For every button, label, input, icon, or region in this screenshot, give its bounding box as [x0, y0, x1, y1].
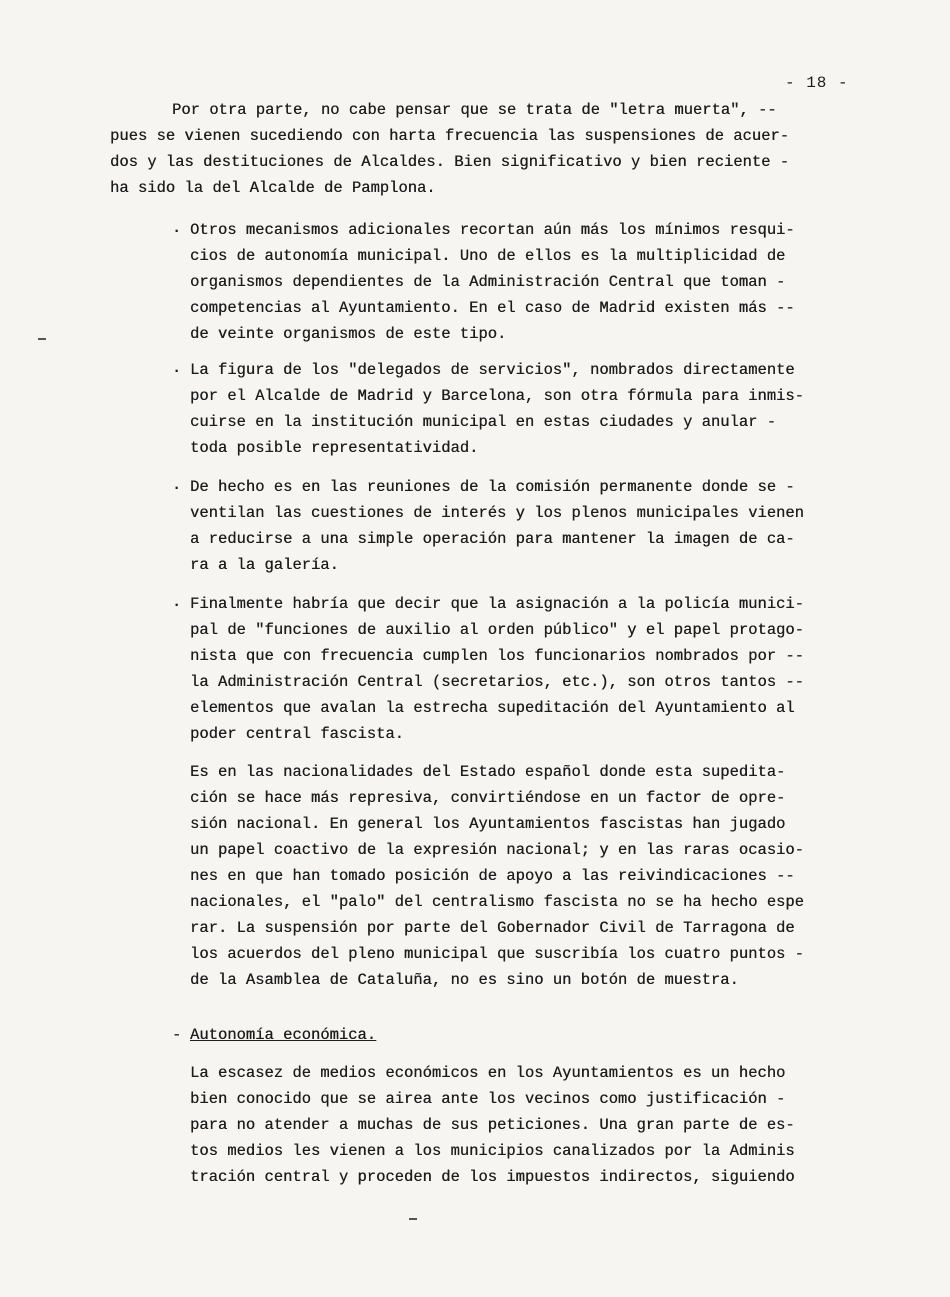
- text-line: la Administración Central (secretarios, etc.), son otros tantos --: [190, 673, 804, 691]
- bullet-marker: .: [172, 476, 182, 494]
- text-line: tración central y proceden de los impuestos indirectos, siguiendo: [190, 1168, 795, 1186]
- text-line: dos y las destituciones de Alcaldes. Bien significativo y bien reciente -: [110, 153, 790, 171]
- text-line: de la Asamblea de Cataluña, no es sino un botón de muestra.: [190, 971, 739, 989]
- text-line: un papel coactivo de la expresión nacional; y en las raras ocasio-: [190, 841, 804, 859]
- text-line: sión nacional. En general los Ayuntamientos fascistas han jugado: [190, 815, 786, 833]
- text-line: nacionales, el "palo" del centralismo fascista no se ha hecho espe: [190, 893, 804, 911]
- text-line: rar. La suspensión por parte del Gobernador Civil de Tarragona de: [190, 919, 795, 937]
- text-line: competencias al Ayuntamiento. En el caso de Madrid existen más --: [190, 299, 795, 317]
- text-line: pues se vienen sucediendo con harta frecuencia las suspensiones de acuer-: [110, 127, 790, 145]
- text-line: organismos dependientes de la Administración Central que toman -: [190, 273, 786, 291]
- scan-mark: [38, 338, 46, 340]
- text-line: ventilan las cuestiones de interés y los plenos municipales vienen: [190, 504, 804, 522]
- page-number: - 18 -: [785, 74, 849, 92]
- scan-mark: [409, 1218, 417, 1220]
- text-line: ción se hace más represiva, convirtiéndose en un factor de opre-: [190, 789, 786, 807]
- text-line: cuirse en la institución municipal en estas ciudades y anular -: [190, 413, 776, 431]
- text-line: pal de "funciones de auxilio al orden público" y el papel protago-: [190, 621, 804, 639]
- bullet-marker: .: [172, 359, 182, 377]
- text-line: los acuerdos del pleno municipal que suscribía los cuatro puntos -: [190, 945, 804, 963]
- text-line: Es en las nacionalidades del Estado español donde esta supedita-: [190, 763, 786, 781]
- text-line: poder central fascista.: [190, 725, 404, 743]
- text-line: nes en que han tomado posición de apoyo a las reivindicaciones --: [190, 867, 795, 885]
- text-line: cios de autonomía municipal. Uno de ellos es la multiplicidad de: [190, 247, 786, 265]
- section-marker: -: [172, 1026, 182, 1044]
- text-line: Otros mecanismos adicionales recortan aún más los mínimos resqui-: [190, 221, 795, 239]
- text-line: Finalmente habría que decir que la asignación a la policía munici-: [190, 595, 804, 613]
- text-line: La figura de los "delegados de servicios", nombrados directamente: [190, 361, 795, 379]
- bullet-marker: .: [172, 219, 182, 237]
- text-line: La escasez de medios económicos en los Ayuntamientos es un hecho: [190, 1064, 786, 1082]
- section-title: Autonomía económica.: [190, 1026, 377, 1044]
- text-line: nista que con frecuencia cumplen los funcionarios nombrados por --: [190, 647, 804, 665]
- text-line: ha sido la del Alcalde de Pamplona.: [110, 179, 436, 197]
- text-line: para no atender a muchas de sus peticiones. Una gran parte de es-: [190, 1116, 795, 1134]
- text-line: toda posible representatividad.: [190, 439, 479, 457]
- text-line: tos medios les vienen a los municipios canalizados por la Adminis: [190, 1142, 795, 1160]
- text-line: por el Alcalde de Madrid y Barcelona, son otra fórmula para inmis-: [190, 387, 804, 405]
- text-line: De hecho es en las reuniones de la comisión permanente donde se -: [190, 478, 795, 496]
- text-line: Por otra parte, no cabe pensar que se trata de "letra muerta", --: [172, 101, 777, 119]
- text-line: a reducirse a una simple operación para mantener la imagen de ca-: [190, 530, 795, 548]
- text-line: bien conocido que se airea ante los vecinos como justificación -: [190, 1090, 786, 1108]
- text-line: de veinte organismos de este tipo.: [190, 325, 507, 343]
- text-line: ra a la galería.: [190, 556, 339, 574]
- bullet-marker: .: [172, 593, 182, 611]
- text-line: elementos que avalan la estrecha supeditación del Ayuntamiento al: [190, 699, 795, 717]
